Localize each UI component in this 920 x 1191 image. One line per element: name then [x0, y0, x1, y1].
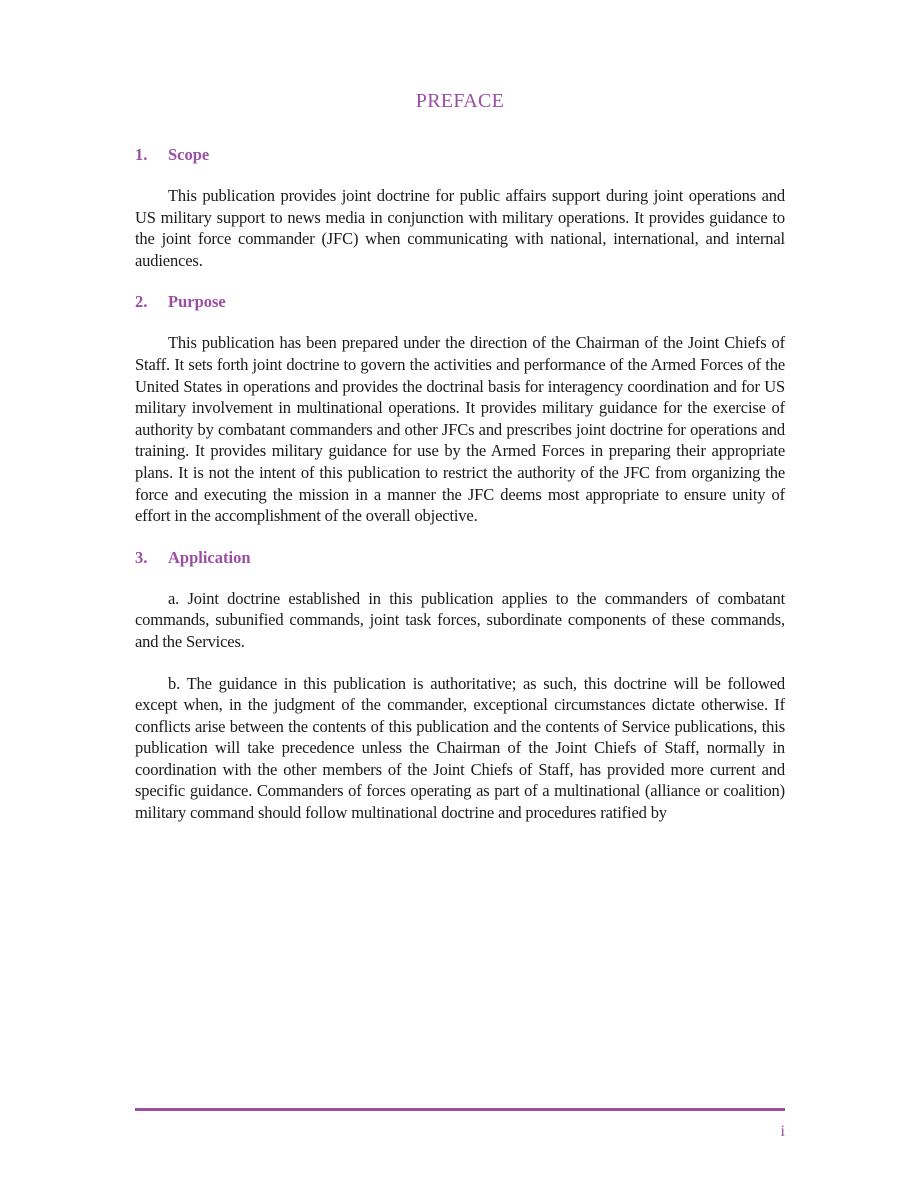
- footer-divider: [135, 1108, 785, 1111]
- section-heading: [135, 291, 785, 313]
- section-number: 2.: [135, 292, 148, 312]
- section-title: Application: [168, 547, 251, 567]
- section-number: 3.: [135, 547, 148, 567]
- section-application: [135, 547, 785, 824]
- page-title: PREFACE: [415, 90, 505, 112]
- section-purpose: [135, 291, 785, 526]
- section-title: Scope: [168, 145, 210, 164]
- document-body: [135, 144, 785, 824]
- page-number: i: [780, 1123, 785, 1140]
- section-number: 1.: [135, 145, 148, 164]
- paragraph: a. Joint doctrine established in this publication applies to the commanders of combatant commands, subunified commands, joint task forces, subordinate components of these commands, and the Services.: [135, 588, 785, 651]
- section-title: Purpose: [168, 292, 226, 312]
- paragraph: This publication provides joint doctrine for public affairs support during joint operations and US military support to news media in conjunction with military operations. It provides guidance to the joint force commander (JFC) when communicating with national, international, and internal audiences.: [135, 186, 785, 270]
- section-scope: [135, 144, 785, 271]
- section-heading: [135, 547, 785, 569]
- section-heading: [135, 144, 785, 166]
- paragraph: This publication has been prepared under the direction of the Chairman of the Joint Chiefs of Staff. It sets forth joint doctrine to govern the activities and performance of the Armed Forces of the United States in operations and provides the doctrinal basis for interagency coordination and for US military involvement in multinational operations. It provides military guidance for the exercise of authority by combatant commanders and other JFCs and prescribes joint doctrine for operations and training. It provides military guidance for use by the Armed Forces in preparing their appropriate plans. It is not the intent of this publication to restrict the authority of the JFC from organizing the force and executing the mission in a manner the JFC deems most appropriate to ensure unity of effort in the accomplishment of the overall objective.: [135, 333, 785, 526]
- paragraph: b. The guidance in this publication is authoritative; as such, this doctrine will be followed except when, in the judgment of the commander, exceptional circumstances dictate otherwise. If conflicts arise between the contents of this publication and the contents of Service publications, this publication will take precedence unless the Chairman of the Joint Chiefs of Staff, normally in coordination with the other members of the Joint Chiefs of Staff, has provided more current and specific guidance. Commanders of forces operating as part of a multinational (alliance or coalition) military command should follow multinational doctrine and procedures ratified by: [135, 673, 785, 823]
